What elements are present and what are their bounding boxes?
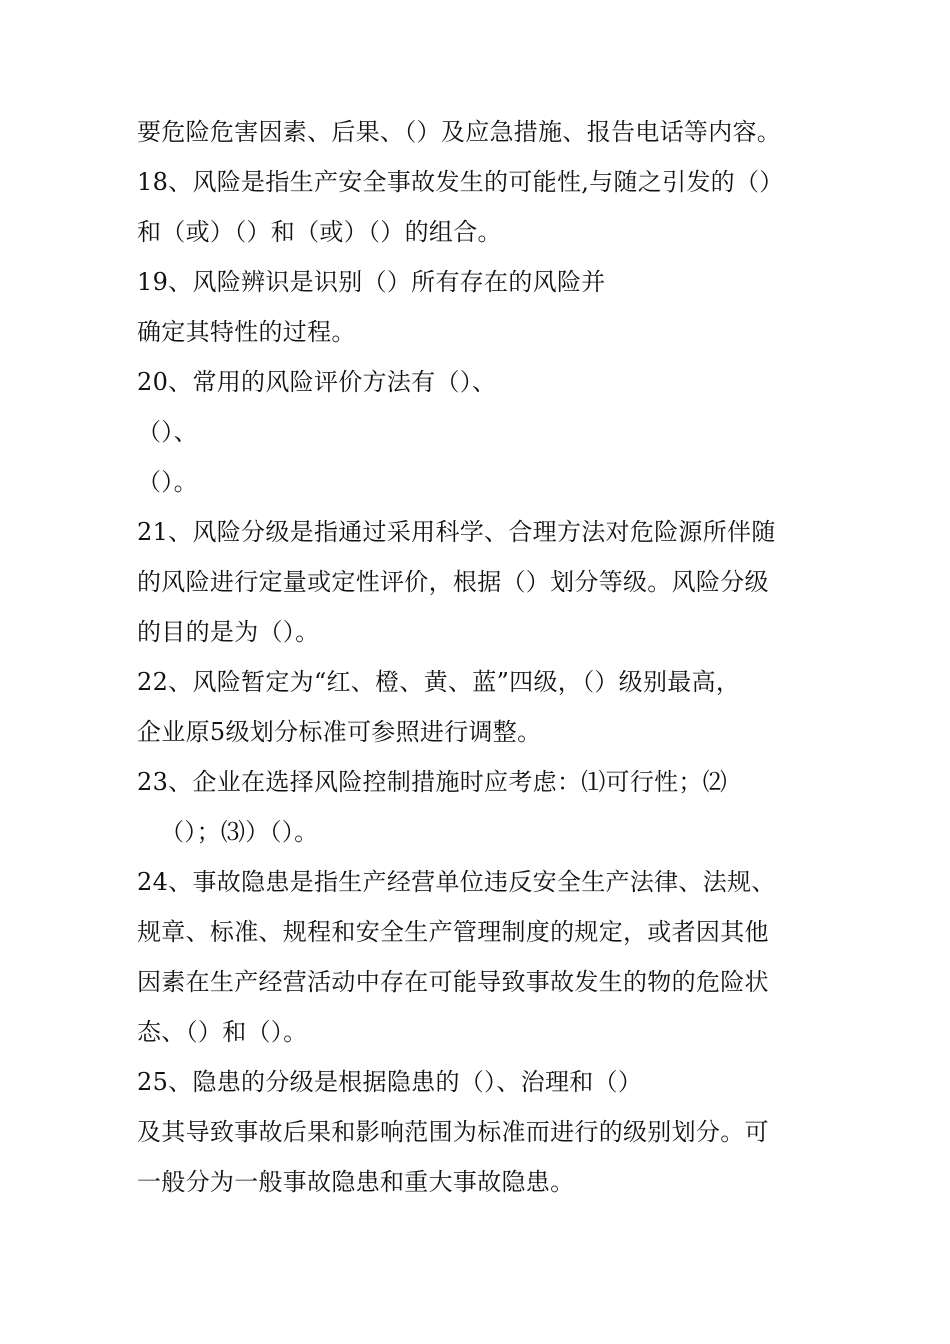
- text-line-20: 25、隐患的分级是根据隐患的（）、治理和（）: [137, 1068, 643, 1096]
- text-line-15: （）；⑶）（）。: [160, 818, 319, 846]
- text-line-7: （）、: [137, 418, 198, 446]
- text-line-1: 要危险危害因素、后果、（）及应急措施、报告电话等内容。: [137, 118, 782, 146]
- text-line-6: 20、常用的风险评价方法有（）、: [137, 368, 497, 396]
- text-line-16: 24、事故隐患是指生产经营单位违反安全生产法律、法规、: [137, 868, 776, 896]
- text-line-18: 因素在生产经营活动中存在可能导致事故发生的物的危险状: [137, 968, 769, 996]
- text-line-22: 一般分为一般事故隐患和重大事故隐患。: [137, 1168, 575, 1196]
- text-line-5: 确定其特性的过程。: [137, 318, 356, 346]
- text-line-11: 的目的是为（）。: [137, 618, 320, 646]
- text-line-14: 23、企业在选择风险控制措施时应考虑：⑴可行性；⑵: [137, 768, 728, 796]
- text-line-19: 态、（）和（）。: [137, 1018, 308, 1046]
- text-line-21: 及其导致事故后果和影响范围为标准而进行的级别划分。可: [137, 1118, 769, 1146]
- text-line-2: 18、风险是指生产安全事故发生的可能性,与随之引发的（）: [137, 168, 784, 196]
- text-line-3: 和（或）（）和（或）（）的组合。: [137, 218, 502, 246]
- text-line-8: （）。: [137, 468, 198, 496]
- text-line-9: 21、风险分级是指通过采用科学、合理方法对危险源所伴随: [137, 518, 776, 546]
- text-line-10: 的风险进行定量或定性评价，根据（）划分等级。风险分级: [137, 568, 769, 596]
- text-line-12: 22、风险暂定为“红、橙、黄、蓝”四级，（）级别最高，: [137, 668, 741, 696]
- text-line-4: 19、风险辨识是识别（）所有存在的风险并: [137, 268, 606, 296]
- text-line-13: 企业原5级划分标准可参照进行调整。: [137, 718, 542, 746]
- text-line-17: 规章、标准、规程和安全生产管理制度的规定，或者因其他: [137, 918, 769, 946]
